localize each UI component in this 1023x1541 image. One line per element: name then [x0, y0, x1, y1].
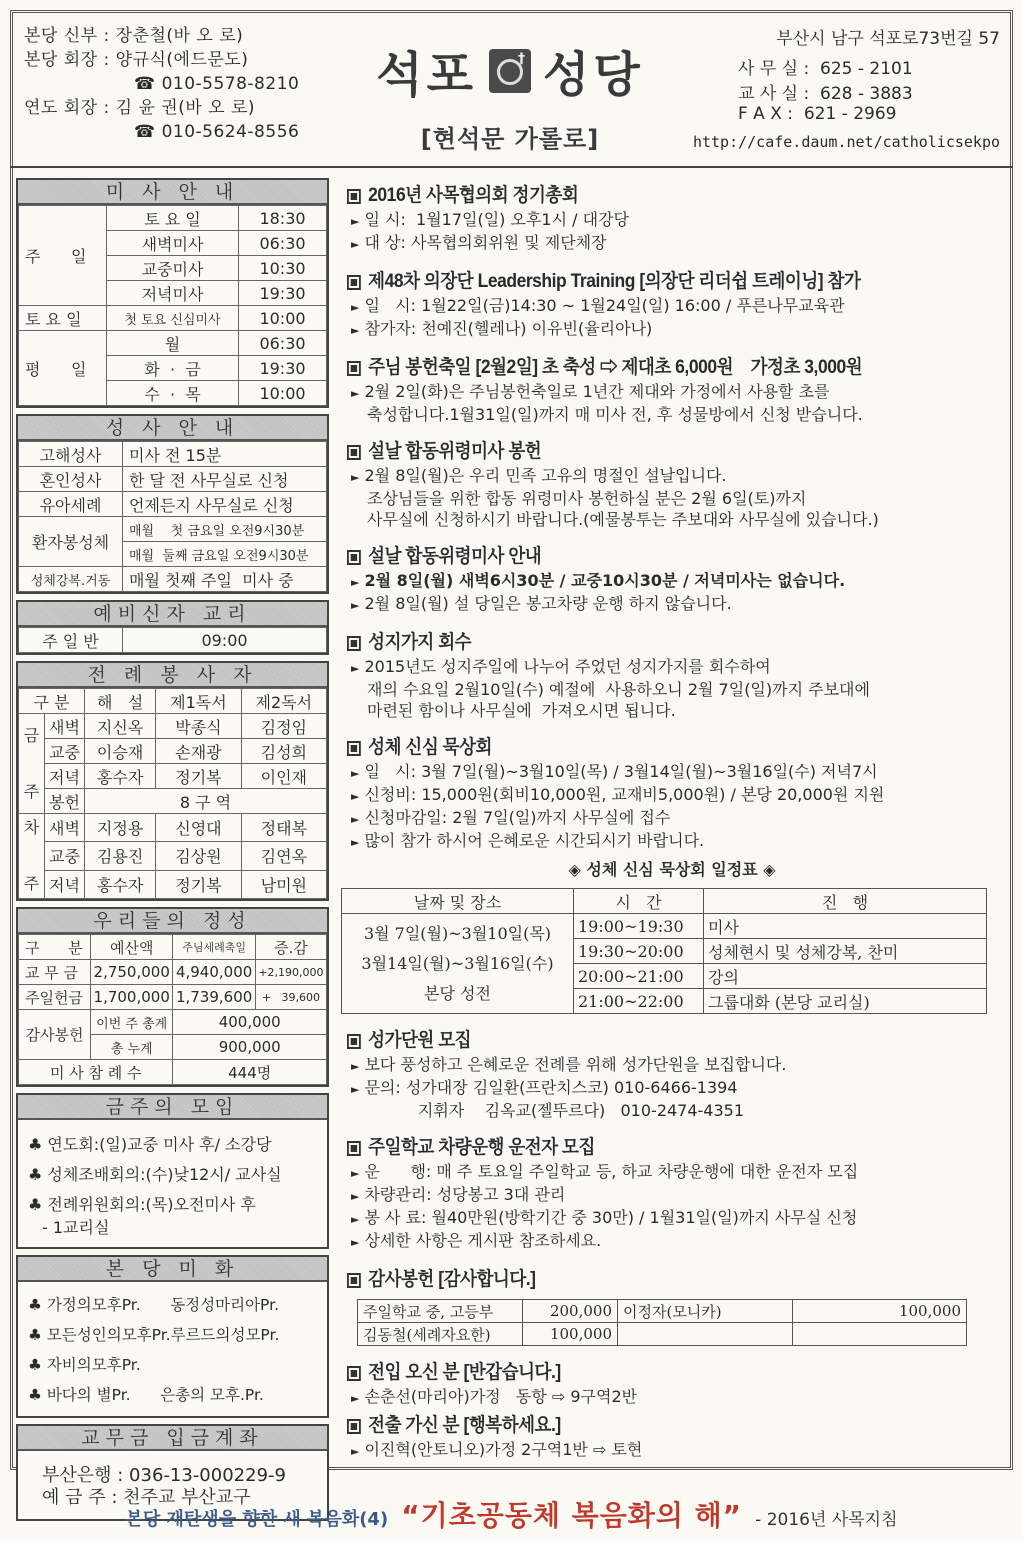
- triangle-bullet-icon: ►: [351, 1213, 360, 1226]
- sacraments-box: [16, 414, 329, 594]
- cleaning-group: ♣ 바다의 별Pr. 은총의 모후.Pr.: [28, 1386, 264, 1404]
- funeral-president-row: 연도 회장 : 김 윤 권(바 오 로): [24, 98, 256, 118]
- meeting-item-sub: - 1교리실: [42, 1218, 110, 1237]
- triangle-bullet-icon: ►: [351, 1190, 360, 1203]
- triangle-bullet-icon: ►: [351, 1445, 360, 1458]
- contact-info: [686, 24, 1006, 151]
- square-bullet-icon: [347, 550, 361, 565]
- funeral-president-phone: ☎ 010-5624-8556: [134, 122, 300, 142]
- box-title: 미 사 안 내: [18, 180, 327, 205]
- notice-move-out: 전출 가신 분 [행복하세요.] ► 이진혁(안토니오)가정 2구역1반 ⇨ 토현: [347, 1413, 997, 1462]
- triangle-bullet-icon: ►: [351, 324, 360, 337]
- triangle-bullet-icon: ►: [351, 387, 360, 400]
- square-bullet-icon: [347, 636, 361, 651]
- liturgy-ministers-box: [16, 661, 329, 901]
- square-bullet-icon: [347, 1419, 361, 1434]
- thanks-table: 주일학교 중, 고등부 200,000 이정자(모니카) 100,000 김동철(세례자요한) 100,000: [357, 1299, 967, 1346]
- triangle-bullet-icon: ►: [351, 238, 360, 251]
- notice-driver-recruit: 주일학교 차량운행 운전자 모집 ► 운 행: 매 주 토요일 주일학교 등, 하교 차량운행에 대한 운전자 모집 ► 차량관리: 성당봉고 3대 관리 ► 봉 사 료: 월40만원(방학기간 중 30만) / 1월31일(일)까지 사무실 신청 ► 상세한 사항은 게시판 참조하세요.: [347, 1135, 997, 1253]
- square-bullet-icon: [347, 1141, 361, 1156]
- notice-choir-recruit: 성가단원 모집 ► 보다 풍성하고 은혜로운 전례를 위해 성가단원을 보집합니다. ► 문의: 성가대장 김일환(프란치스코) 010-6466-1394 지휘자 김옥교(젤뚜르다) 010-2474-4351: [347, 1028, 997, 1121]
- box-title: 금주의 모임: [18, 1095, 327, 1120]
- triangle-bullet-icon: ►: [351, 836, 360, 849]
- bank-account-number: 부산은행 : 036-13-000229-9: [42, 1465, 286, 1486]
- cafe-link[interactable]: http://cafe.daum.net/catholicsekpo: [692, 133, 1000, 151]
- meeting-item: ♣ 전례위원회의:(목)오전미사 후: [28, 1195, 256, 1214]
- sacraments-table: 고해성사 미사 전 15분 혼인성사 한 달 전 사무실로 신청 유아세례 언제든지 사무실로 신청 환자봉성체 매월 첫 금요일 오전9시30분 매월 둘째 금요일 오전9시30분 성체강복.거동 매월 첫째 주일 미사 중: [18, 441, 327, 592]
- notice-lunar-memorial-schedule: 설날 합동위령미사 안내 ► 2월 8일(월) 새벽6시30분 / 교중10시30분 / 저녁미사는 없습니다. ► 2월 8일(월) 설 당일은 봉고차량 운행 하지 않습니다.: [347, 544, 997, 616]
- notice-leadership-training: 제48차 의장단 Leadership Training [의장단 리더쉽 트레이닝] 참가 ► 일 시: 1월22일(금)14:30 ~ 1월24일(일) 16:00 / 푸른나무교육관 ► 참가자: 천예진(헬레나) 이유빈(율리아나): [347, 269, 997, 341]
- account-holder: 예 금 주 : 천주교 부산교구: [42, 1487, 251, 1508]
- triangle-bullet-icon: ►: [351, 813, 360, 826]
- triangle-bullet-icon: ►: [351, 790, 360, 803]
- motto-suffix: - 2016년 사목지침: [755, 1510, 898, 1530]
- notice-candle-blessing: 주님 봉헌축일 [2월2일] 초 축성 ⇨ 제대초 6,000원 가정초 3,000원 ► 2월 2일(화)은 주님봉헌축일로 1년간 제대와 가정에서 사용할 초를 축성합니다.1월31일(일)까지 매 미사 전, 후 성물방에서 신청 받습니다.: [347, 355, 997, 425]
- president-row: 본당 회장 : 양규식(에드문도): [24, 50, 249, 70]
- title-right: 성당: [543, 47, 644, 103]
- meeting-item: ♣ 연도회:(일)교중 미사 후/ 소강당: [28, 1135, 272, 1154]
- box-title: 전 례 봉 사 자: [18, 663, 327, 688]
- offerings-box: [16, 907, 329, 1087]
- title-left: 석포: [376, 47, 477, 103]
- notice-thanks-offering: 감사봉헌 [감사합니다.] 주일학교 중, 고등부 200,000 이정자(모니카) 100,000 김동철(세례자요한) 100,000: [347, 1267, 997, 1346]
- triangle-bullet-icon: ►: [351, 767, 360, 780]
- patron-subtitle: [현석문 가롤로]: [420, 125, 600, 153]
- notice-palm-collection: 성지가지 회수 ► 2015년도 성지주일에 나누어 주었던 성지가지를 회수하여 재의 수요일 2월10일(수) 예절에 사용하오니 2월 7일(일)까지 주보대에 마련된 함이나 사무실에 가져오시면 됩니다.: [347, 630, 997, 721]
- pastor-row: 본당 신부 : 장춘철(바 오 로): [24, 26, 244, 46]
- box-title: 성 사 안 내: [18, 416, 327, 441]
- square-bullet-icon: [347, 275, 361, 290]
- cleaning-group: ♣ 자비의모후Pr.: [28, 1356, 141, 1374]
- square-bullet-icon: [347, 361, 361, 376]
- triangle-bullet-icon: ►: [351, 576, 360, 589]
- triangle-bullet-icon: ►: [351, 471, 360, 484]
- clergy-info: [24, 24, 299, 144]
- mass-table: 주 일 토 요 일 18:30 새벽미사 06:30 교중미사 10:30 저녁미사 19:30 토 요 일 첫 토요 신심미사 10:00 평 일 월 06:30 화 · 금 19:30 수 · 목 10:00: [18, 205, 327, 406]
- square-bullet-icon: [347, 445, 361, 460]
- motto-main: “기초공동체 복음화의 해”: [401, 1499, 743, 1532]
- retreat-schedule-table: 날짜 및 장소 시 간 진 행 3월 7일(월)~3월10일(목) 3월14일(월)~3월16일(수) 본당 성전 19:00~19:30 미사 19:30~20:00 성체현시 및 성체강복, 찬미 20:00~21:00 강의 21:00~22:00 그룹대화 (본당 교리실): [341, 888, 987, 1014]
- catechumen-box: 예비신자 교리 주 일 반 09:00: [16, 600, 329, 655]
- square-bullet-icon: [347, 1273, 361, 1288]
- notices-column: [347, 183, 997, 1476]
- box-title: 본 당 미 화: [18, 1257, 327, 1282]
- box-title: 예비신자 교리: [18, 602, 327, 627]
- address: 부산시 남구 석포로73번길 57: [776, 29, 1000, 49]
- office-phone: 사 무 실 : 625 - 2101: [738, 59, 913, 79]
- left-column: [16, 178, 329, 1527]
- square-bullet-icon: [347, 741, 361, 756]
- square-bullet-icon: [347, 189, 361, 204]
- notice-move-in: 전입 오신 분 [반갑습니다.] ► 손춘선(마리아)가정 동항 ⇨ 9구역2반: [347, 1360, 997, 1409]
- motto-prefix: 본당 재탄생을 향한 새 복음화(4): [125, 1509, 389, 1530]
- cleaning-group: ♣ 모든성인의모후Pr.루르드의성모Pr.: [28, 1326, 280, 1344]
- triangle-bullet-icon: ►: [351, 1392, 360, 1405]
- beautification-box: [16, 1255, 329, 1418]
- mass-schedule-box: [16, 178, 329, 408]
- square-bullet-icon: [347, 1366, 361, 1381]
- meetings-box: [16, 1093, 329, 1249]
- triangle-bullet-icon: ►: [351, 301, 360, 314]
- pastoral-motto-footer: [0, 1494, 1023, 1534]
- president-phone: ☎ 010-5578-8210: [134, 74, 300, 94]
- bulletin-header: [10, 10, 1013, 168]
- fax: F A X : 621 - 2969: [738, 104, 897, 124]
- triangle-bullet-icon: ►: [351, 662, 360, 675]
- offerings-table: 구 분 예산액 주님세례축일 증.감 교 무 금 2,750,000 4,940,000 +2,190,000 주일헌금 1,700,000 1,739,600 + 39,600 감사봉헌 이번 주 총계 400,000 총 누계 900,000 미 사 참 례 수 444명: [18, 934, 327, 1085]
- notice-general-assembly: 2016년 사목협의회 정기총회 ► 일 시: 1월17일(일) 오후1시 / 대강당 ► 대 상: 사목협의회위원 및 제단체장: [347, 183, 997, 255]
- triangle-bullet-icon: ►: [351, 1083, 360, 1096]
- triangle-bullet-icon: ►: [351, 1060, 360, 1073]
- triangle-bullet-icon: ►: [351, 599, 360, 612]
- square-bullet-icon: [347, 1034, 361, 1049]
- notice-eucharistic-retreat: 성체 신심 묵상회 ► 일 시: 3월 7일(월)~3월10일(목) / 3월14일(월)~3월16일(수) 저녁7시 ► 신청비: 15,000원(회비10,000원, 교재비5,000원) / 본당 20,000원 지원 ► 신청마감일: 2월 7일(일)까지 사무실에 접수 ► 많이 참가 하시어 은혜로운 시간되시기 바랍니다. ◈ 성체 신심 묵상회 일정표 ◈ 날짜 및 장소 시 간 진 행 3월 7일(월)~3월10일(목) 3월14일(월)~3월16일(수) 본당 성전 19:00~19:30 미사 19:30~20:00 성체현시 및 성체강복, 찬미 20:00~21:00 강의 21:00~22:00 그룹대화 (본당 교리실): [347, 735, 997, 1014]
- meeting-item: ♣ 성체조배회의:(수)낮12시/ 교사실: [28, 1165, 282, 1184]
- cleaning-group: ♣ 가정의모후Pr. 동정성마리아Pr.: [28, 1296, 279, 1314]
- parish-logo-icon: †: [489, 49, 531, 93]
- triangle-bullet-icon: ►: [351, 1167, 360, 1180]
- box-title: 우리들의 정성: [18, 909, 327, 934]
- liturgy-table: 구 분 해 설 제1독서 제2독서 금 주 새벽 지신옥 박종식 김정임 교중 이승재 손재광 김성희 저녁 홍수자 정기복 이인재 봉헌 8 구 역 차 주 새벽 지정용 신영대 정태복 교중 김용진 김상원 김연옥 저녁 홍수자 정기복 남미원: [18, 688, 327, 899]
- triangle-bullet-icon: ►: [351, 1236, 360, 1249]
- triangle-bullet-icon: ►: [351, 215, 360, 228]
- box-title: 교무금 입금계좌: [18, 1426, 327, 1451]
- schedule-caption: ◈ 성체 신심 묵상회 일정표 ◈: [568, 860, 776, 879]
- notice-lunar-memorial-offering: 설날 합동위령미사 봉헌 ► 2월 8일(월)은 우리 민족 고유의 명절인 설날입니다. 조상님들을 위한 합동 위령미사 봉헌하실 분은 2월 6일(토)까지 사무실에 신청하시기 바랍니다.(예물봉투는 주보대와 사무실에 있습니다.): [347, 439, 997, 530]
- teacher-phone: 교 사 실 : 628 - 3883: [738, 84, 913, 104]
- parish-title: [360, 36, 660, 154]
